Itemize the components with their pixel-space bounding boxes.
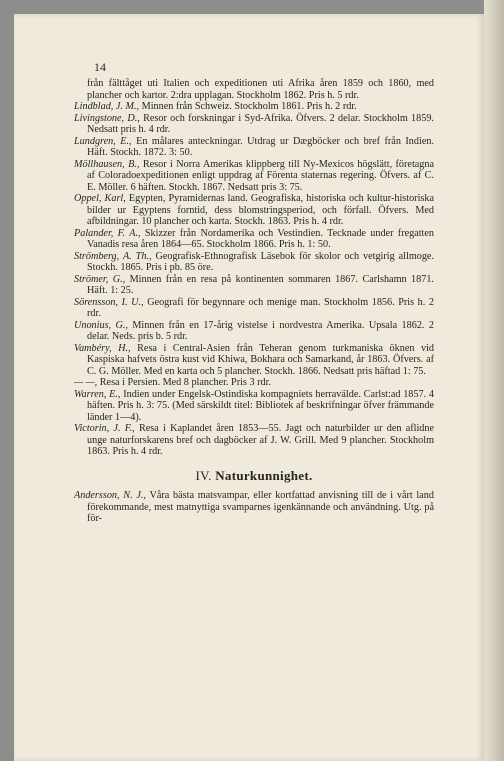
book-spine-edge [484,0,504,761]
entry-text: Våra bästa matsvampar, eller kortfattad anvisning till de i vårt land förekommande, mest matnyttiga svamparnes igenkännande och användning. Utg. på för- [87,490,434,524]
entry-author: Vambéry, H., [74,342,131,354]
bibliography-entry [74,274,434,297]
entry-author: Andersson, N. J., [74,490,146,501]
entry-author: Strömberg, A. Th., [74,250,152,262]
entry-text: Indien under Engelsk-Ostindiska kompagniets herravälde. Carlst:ad 1857. 4 häften. Pris h. 3: 75. (Med särskildt titel: Bibliotek af beskrifningar öfver främmande länder 1—4). [87,388,434,423]
bibliography-entry [74,297,434,320]
page-content [74,78,434,525]
bibliography-entry [74,113,434,136]
section-title: Naturkunnighet. [215,467,313,483]
entry-text: Resor i Norra Amerikas klippberg till Ny-Mexicos högslätt, företagna af Coloradoexpeditionen enligt uppdrag af Förenta staternas regering. Öfvers. af C. E. Möller. 6 häften. Stockh. 1867. Nedsatt pris 3: 75. [87,158,435,193]
entry-author: Lindblad, J. M., [74,101,140,112]
entry-text: Minnen från en resa på kontinenten sommaren 1867. Carlshamn 1871. Häft. 1: 25. [87,273,434,296]
bibliography-list [74,78,434,458]
bibliography-list-section-iv [74,490,434,525]
bibliography-entry [74,228,434,251]
bibliography-entry [74,101,434,113]
bibliography-entry [74,423,434,458]
entry-text: Geografisk-Ethnografisk Läsebok för skolor och vetgirig allmoge. Stockh. 1865. Pris i pb. 85 öre. [87,250,434,273]
entry-author: Livingstone, D., [74,112,140,124]
bibliography-entry [74,389,434,424]
bibliography-entry [74,159,434,194]
entry-author: Lundgren, E., [74,135,132,147]
entry-text: från fälttåget uti Italien och expeditionen uti Afrika åren 1859 och 1860, med plancher och kartor. 2:dra upplagan. Stockholm 1862. Pris h. 5 rdr. [87,78,434,101]
section-heading [74,467,434,483]
bibliography-entry [74,377,434,389]
entry-text: Minnen från Schweiz. Stockholm 1861. Pris h. 2 rdr. [139,101,357,112]
bibliography-entry [74,343,434,378]
entry-author: Strömer, G., [74,273,126,285]
bibliography-entry [74,490,434,525]
entry-text: Skizzer från Nordamerika och Vestindien. Tecknade under fregatten Vanadis resa åren 1864—65. Stockholm 1866. Pris h. 1: 50. [87,227,434,250]
entry-author: Möllhausen, B., [74,158,140,170]
entry-author: Oppel, Karl, [74,193,126,204]
entry-text: Resor och forskningar i Syd-Afrika. Öfvers. 2 delar. Stockholm 1859. Nedsatt pris h. 4 rdr. [87,112,434,135]
entry-text: Resa i Persien. Med 8 plancher. Pris 3 rdr. [97,377,271,388]
entry-text: Egypten, Pyramidernas land. Geografiska, historiska och kultur-historiska bilder ur Egyptens forntid, dess blomstringsperiod, och förfall. Öfvers. Med afbildningar. 10 plancher och karta. Stockh. 1863. Pris h. 4 rdr. [87,193,434,227]
entry-text: Resa i Kaplandet åren 1853—55. Jagt och naturbilder ur den aflidne unge naturforskarens bref och dagböcker af J. W. Grill. Med 9 plancher. Stockholm 1863. Pris h. 4 rdr. [87,423,434,457]
entry-text: Minnen från en 17-årig vistelse i nordvestra Amerika. Upsala 1862. 2 delar. Neds. pris b. 5 rdr. [87,319,434,342]
entry-text: Geografi för begynnare och menige man. Stockholm 1856. Pris h. 2 rdr. [87,296,434,319]
page-number: 14 [94,60,106,74]
entry-author: Sörensson, I. U., [74,296,144,308]
bibliography-entry [74,136,434,159]
entry-text: En målares anteckningar. Utdrag ur Dægböcker och bref från Indien. Häft. Stockh. 1872. 3: 50. [87,135,434,158]
entry-author: Unonius, G., [74,319,128,331]
entry-author: Warren, E., [74,388,121,400]
bibliography-entry [74,251,434,274]
entry-text: Resa i Central-Asien från Teheran genom turkmaniska öknen vid Kaspiska hafvets östra kust vid Khiwa, Bokhara och Samarkand, år 1863. Öfvers. af C. G. Möller. Med en karta och 5 plancher. Stockh. 1866. Nedsatt pris häftad 1: 75. [87,342,434,377]
bibliography-entry [74,320,434,343]
bibliography-entry [74,193,434,228]
entry-author: Victorin, J. F., [74,423,135,434]
section-numeral: IV. [195,467,212,483]
entry-author: — —, [74,377,98,388]
bibliography-entry [74,78,434,101]
entry-author: Palander, F. A., [74,227,141,239]
